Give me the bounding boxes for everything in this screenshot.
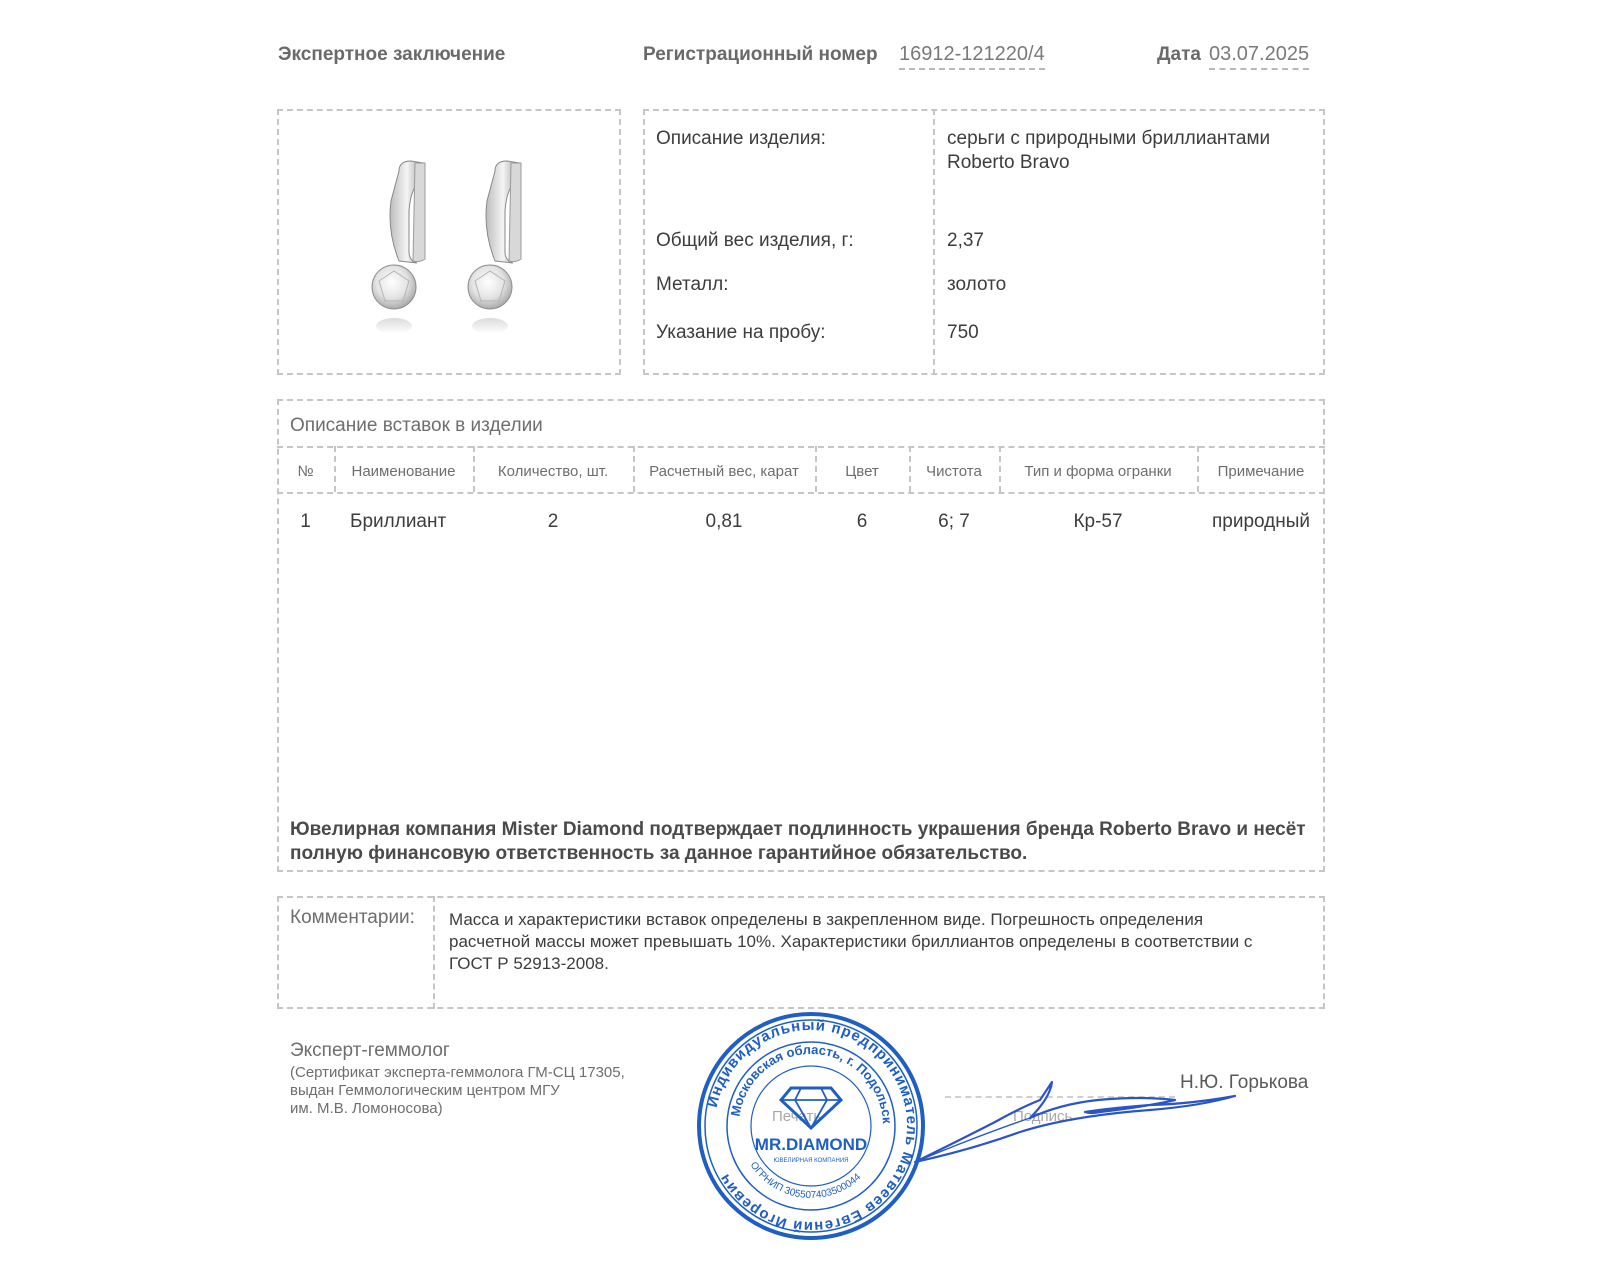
comments-line2: расчетной массы может превышать 10%. Характеристики бриллиантов определены в соответствии с xyxy=(449,932,1253,951)
col-header-note: Примечание xyxy=(1217,463,1305,480)
table-cell-clarity: 6; 7 xyxy=(938,511,970,532)
stamp-diamond-icon xyxy=(781,1088,841,1128)
product-photo-box xyxy=(277,109,621,375)
date-label: Дата xyxy=(1157,44,1201,65)
stamp-label: Печать xyxy=(772,1108,822,1125)
col-header-clarity: Чистота xyxy=(926,463,982,480)
document-title: Экспертное заключение xyxy=(278,44,506,65)
table-cell-quantity: 2 xyxy=(547,511,559,532)
metal-value: золото xyxy=(947,274,1007,295)
col-header-name: Наименование xyxy=(351,463,456,480)
reg-number-label: Регистрационный номер xyxy=(643,44,878,65)
stamp-outer-text: Индивидуальный предприниматель Матвеев Евгений Игоревич xyxy=(703,1016,921,1236)
round-seal-stamp-icon xyxy=(695,1010,927,1242)
item-info-divider xyxy=(933,109,935,375)
weight-label: Общий вес изделия, г: xyxy=(656,230,854,251)
table-header-bottom-line xyxy=(277,492,1325,494)
reg-number-value: 16912-121220/4 xyxy=(899,43,1045,70)
probe-value: 750 xyxy=(947,322,979,343)
stamp-brand-sub: ЮВЕЛИРНАЯ КОМПАНИЯ xyxy=(773,1158,849,1164)
table-cell-weight: 0,81 xyxy=(705,511,743,532)
date-value: 03.07.2025 xyxy=(1209,43,1309,70)
stamp-brand: MR.DIAMOND xyxy=(754,1135,868,1154)
confirmation-line2: полную финансовую ответственность за данное гарантийное обязательство. xyxy=(290,843,1028,864)
expert-cert-line3: им. М.В. Ломоносова) xyxy=(290,1100,443,1117)
description-value-line1: серьги с природными бриллиантами xyxy=(947,128,1271,149)
comments-line1: Масса и характеристики вставок определены в закрепленном виде. Погрешность определения xyxy=(449,910,1204,929)
expert-cert-line2: выдан Геммологическим центром МГУ xyxy=(290,1082,560,1099)
signer-name: Н.Ю. Горькова xyxy=(1180,1072,1309,1093)
col-header-weight: Расчетный вес, карат xyxy=(649,463,799,480)
comments-label: Комментарии: xyxy=(290,907,415,928)
table-cell-name: Бриллиант xyxy=(350,511,447,532)
weight-value: 2,37 xyxy=(947,230,984,251)
stamp-ogrnip-text: ОГРНИП 305507403500044 xyxy=(747,1159,864,1202)
description-label: Описание изделия: xyxy=(656,128,826,149)
probe-label: Указание на пробу: xyxy=(656,322,826,343)
stamp-inner-text: Московская область, г. Подольск xyxy=(727,1041,896,1124)
comments-divider xyxy=(433,896,435,1009)
table-cell-color: 6 xyxy=(856,511,868,532)
right-earring-icon xyxy=(468,161,521,334)
inserts-title: Описание вставок в изделии xyxy=(290,415,543,436)
metal-label: Металл: xyxy=(656,274,729,295)
expert-cert-line1: (Сертификат эксперта-геммолога ГМ-СЦ 17305, xyxy=(290,1064,625,1081)
col-header-number: № xyxy=(297,463,314,480)
left-earring-icon xyxy=(372,161,425,334)
table-cell-cut: Кр-57 xyxy=(1073,511,1123,532)
comments-line3: ГОСТ Р 52913-2008. xyxy=(449,954,609,973)
table-cell-number: 1 xyxy=(300,511,311,532)
description-value-line2: Roberto Bravo xyxy=(947,152,1070,173)
handwritten-signature-icon xyxy=(900,1060,1240,1170)
expert-title: Эксперт-геммолог xyxy=(290,1040,450,1061)
confirmation-line1: Ювелирная компания Mister Diamond подтверждает подлинность украшения бренда Roberto Bravo и несёт xyxy=(290,819,1306,840)
col-header-cut: Тип и форма огранки xyxy=(1024,463,1172,480)
col-header-color: Цвет xyxy=(845,463,879,480)
earrings-photo-icon xyxy=(279,111,619,373)
table-header-top-line xyxy=(277,446,1325,448)
signature-label: Подпись xyxy=(1013,1108,1073,1125)
col-header-quantity: Количество, шт. xyxy=(497,463,609,480)
table-cell-note: природный xyxy=(1211,511,1311,532)
